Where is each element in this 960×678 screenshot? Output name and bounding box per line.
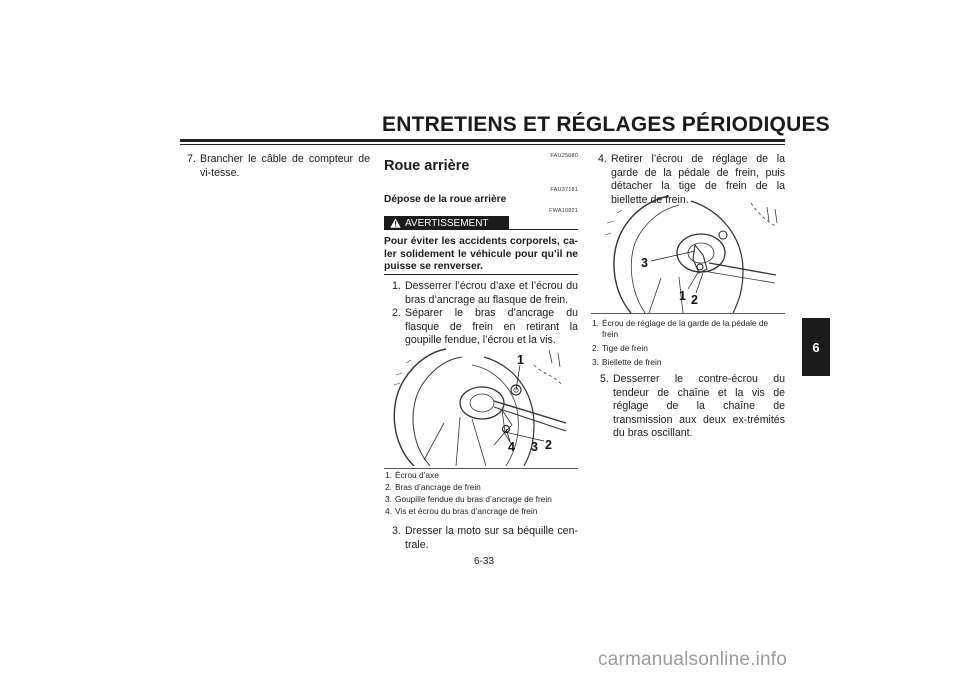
watermark: carmanualsonline.info (598, 649, 788, 670)
step-number: 5. (600, 373, 609, 385)
step-text: Dresser la moto sur sa béquille cen-trale. (405, 525, 578, 551)
callout-1: 1 (679, 289, 686, 303)
step-3 (392, 525, 578, 552)
legend-item: 3. Biellette de frein (592, 357, 662, 367)
step-number: 3. (392, 525, 401, 537)
callout-2: 2 (545, 438, 552, 452)
step-number: 7. (187, 153, 196, 165)
callout-4: 4 (508, 440, 515, 454)
legend-item: 2. Bras d’ancrage de frein (385, 482, 481, 492)
step-5 (600, 373, 785, 441)
legend-item: 3. Goupille fendue du bras d’ancrage de frein (385, 494, 552, 504)
warning-label: AVERTISSEMENT (405, 217, 489, 229)
section-title: Roue arrière (384, 158, 470, 174)
warning-label-box (384, 216, 509, 230)
step-1 (392, 280, 578, 307)
warning-text: Pour éviter les accidents corporels, ca-ler solidement le véhicule pour qu’il ne puisse se renverser. (384, 236, 578, 273)
step-text: Retirer l’écrou de réglage de la garde de la pédale de frein, puis détacher la tige de frein de la biellette de frein. (611, 153, 785, 206)
legend-item: 1. Écrou de réglage de la garde de la pédale de frein (592, 318, 769, 339)
step-text: Séparer le bras d’ancrage du flasque de frein en retirant la goupille fendue, l’écrou et la vis. (405, 307, 578, 346)
brake-rod-figure (591, 193, 785, 313)
warning-header (384, 216, 578, 231)
step-2 (392, 307, 578, 348)
reference-code: FWA10821 (549, 208, 578, 214)
subsection-title: Dépose de la roue arrière (384, 194, 507, 205)
page-number: 6-33 (473, 556, 494, 567)
rear-axle-figure (384, 345, 578, 466)
figure-legend (592, 318, 786, 368)
figure-legend (385, 469, 579, 517)
step-7 (187, 153, 370, 180)
callout-3: 3 (531, 440, 538, 454)
step-text: Desserrer l’écrou d’axe et l’écrou du bras d’ancrage au flasque de frein. (405, 280, 578, 306)
callout-2: 2 (691, 293, 698, 307)
step-text: Brancher le câble de compteur de vi-tesse. (200, 153, 370, 179)
warning-triangle-icon (390, 218, 401, 228)
reference-code: FAU25080 (550, 153, 578, 159)
reference-code: FAU37181 (550, 187, 578, 193)
warning-bottom-rule (384, 274, 578, 275)
step-number: 1. (392, 280, 401, 292)
step-text: Desserrer le contre-écrou du tendeur de chaîne et la vis de réglage de la chaîne de transmission aux deux ex-trémités du bras oscillant. (613, 373, 785, 439)
callout-1: 1 (517, 353, 524, 367)
figure-rule (591, 313, 785, 314)
legend-item: 1. Écrou d’axe (385, 470, 439, 480)
step-number: 4. (598, 153, 607, 165)
chapter-tab: 6 (802, 318, 830, 376)
legend-item: 4. Vis et écrou du bras d’ancrage de frein (385, 506, 538, 516)
legend-item: 2. Tige de frein (592, 343, 648, 353)
header-rule-thin (180, 144, 785, 145)
callout-3: 3 (641, 256, 648, 270)
warning-rule (509, 229, 578, 230)
step-number: 2. (392, 307, 401, 319)
page-header-title: ENTRETIENS ET RÉGLAGES PÉRIODIQUES (382, 113, 830, 136)
header-rule-thick (180, 139, 785, 142)
